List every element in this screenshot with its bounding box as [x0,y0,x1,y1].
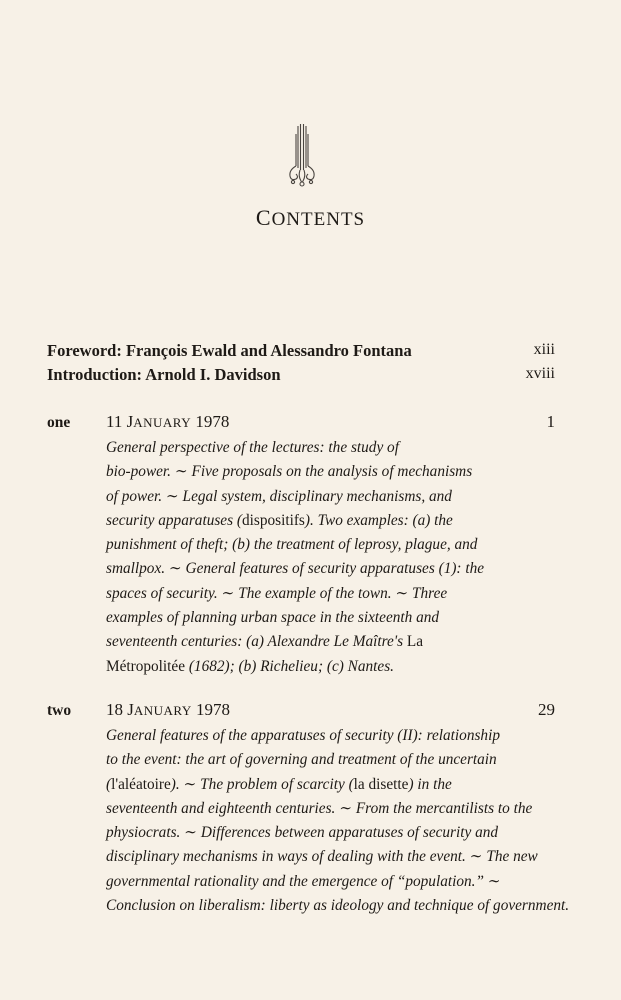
summary-line: seventeenth centuries: (a) Alexandre Le Maître's La [106,633,424,651]
summary-line: smallpox. ∼ General features of security apparatuses (1): the [106,560,485,578]
chapter-summary [106,724,570,918]
chapter-page: 29 [538,700,555,719]
summary-line: to the event: the art of governing and treatment of the uncertain [106,751,497,769]
toc-entry-label: Foreword: François Ewald and Alessandro Fontana [47,341,412,360]
toc-entry-foreword[interactable] [47,341,555,361]
chapter-date-month: JANUARY [126,412,192,431]
summary-line: General perspective of the lectures: the study of [106,439,399,456]
summary-line: Métropolitée (1682); (b) Richelieu; (c) Nantes. [106,657,394,675]
toc-entry-page: xiii [533,341,555,358]
ornament-icon [285,124,319,188]
summary-line: seventeenth and eighteenth centuries. ∼ From the mercantilists to the [106,799,533,817]
summary-line: Conclusion on liberalism: liberty as ideology and technique of government. [106,897,570,915]
summary-line: security apparatuses (dispositifs). Two examples: (a) the [106,511,453,529]
summary-line: (l'aléatoire). ∼ The problem of scarcity (la disette) in the [106,775,452,793]
summary-line: disciplinary mechanisms in ways of dealing with the event. ∼ The new [106,848,538,866]
summary-line: physiocrats. ∼ Differences between apparatuses of security and [106,824,499,842]
toc-entry-introduction[interactable] [47,365,555,385]
summary-line: General features of the apparatuses of security (II): relationship [106,727,500,744]
chapter-number: one [47,414,71,431]
chapter-date-day: 18 [106,700,123,719]
chapter-date-day: 11 [106,412,123,431]
title-text: CONTENTS [255,205,366,230]
chapter-date-month: JANUARY [127,700,192,719]
chapter-page: 1 [546,412,555,431]
summary-line: spaces of security. ∼ The example of the town. ∼ Three [106,584,448,602]
toc-entry-label: Introduction: Arnold I. Davidson [47,365,281,384]
chapter-summary [106,436,550,679]
summary-line: of power. ∼ Legal system, disciplinary mechanisms, and [106,487,452,505]
summary-line: punishment of theft; (b) the treatment of leprosy, plague, and [106,536,478,554]
chapter-date-year: 1978 [196,700,231,719]
chapter-number: two [47,702,72,719]
summary-line: examples of planning urban space in the sixteenth and [106,609,440,627]
summary-line: bio-power. ∼ Five proposals on the analysis of mechanisms [106,463,473,481]
chapter-date-year: 1978 [195,412,230,431]
chapter-date [106,412,229,432]
page-title [0,205,621,231]
chapter-date [106,700,230,720]
toc-entry-page: xviii [525,365,555,382]
summary-line: governmental rationality and the emergence of “population.” ∼ [106,872,501,890]
